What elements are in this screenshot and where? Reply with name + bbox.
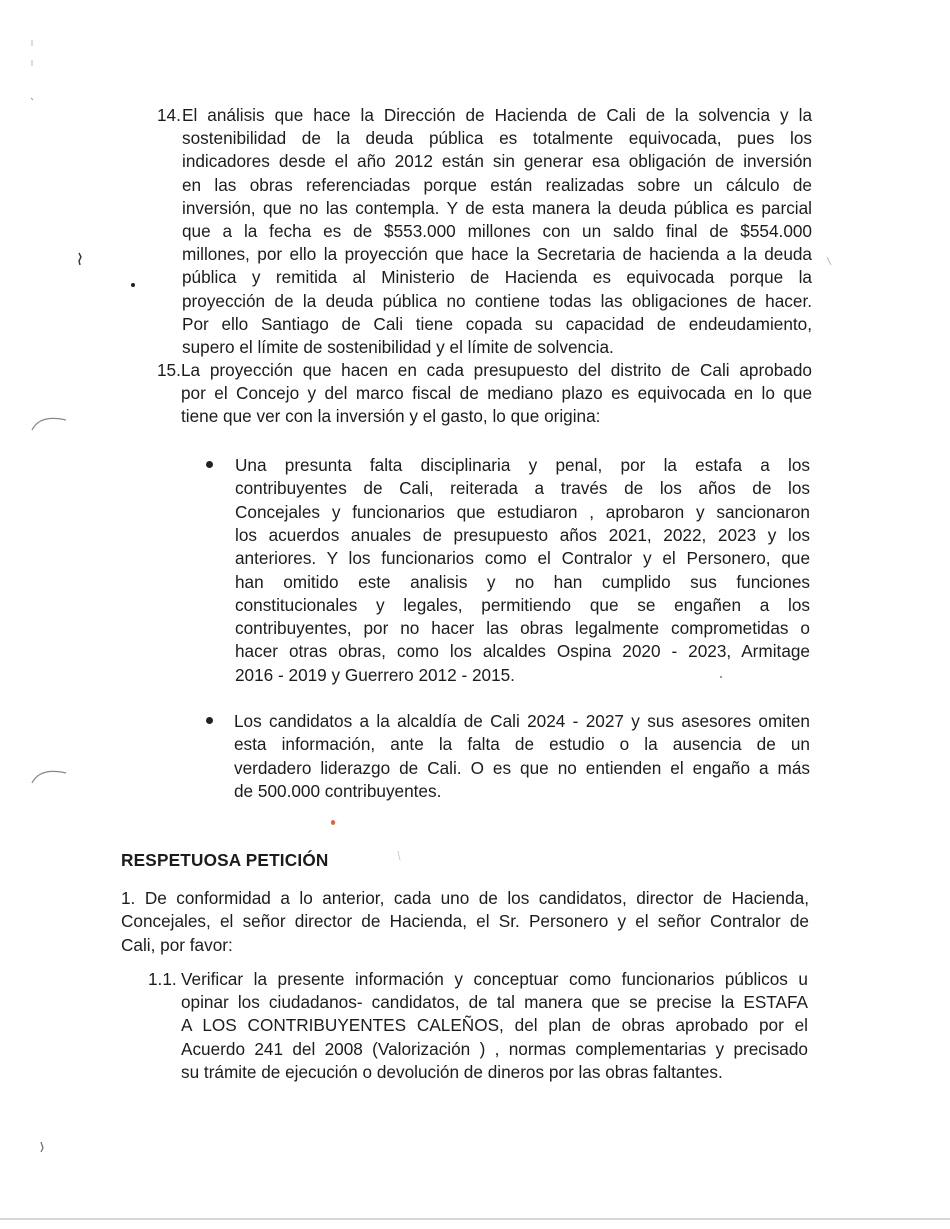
text-line: Concejales, el señor director de Hacienda, el Sr. Personero y el señor Contralor de [121, 911, 809, 932]
text-line: Los candidatos a la alcaldía de Cali 2024 - 2027 y sus asesores omiten [234, 711, 810, 731]
page-edge [0, 1218, 950, 1220]
text-line: Acuerdo 241 del 2008 (Valorización ) , normas complementarias y precisado [181, 1038, 808, 1059]
text-line: opinar los ciudadanos- candidatos, de tal manera que se precise la ESTAFA [181, 992, 808, 1013]
text-line: Por ello Santiago de Cali tiene copada su capacidad de endeudamiento, [182, 313, 812, 334]
bullet-dot [206, 461, 213, 468]
text-line: inversión, que no las contempla. Y de esta manera la deuda pública es parcial [182, 197, 812, 218]
scan-speck [396, 850, 404, 864]
text-line: millones, por ello la proyección que hace la Secretaria de hacienda a la deuda [182, 244, 812, 265]
text-line: verdadero liderazgo de Cali. O es que no entienden el engaño a más [234, 757, 810, 778]
text-line: hacer otras obras, como los alcaldes Ospina 2020 - 2023, Armitage [235, 641, 810, 662]
text-line: Una presunta falta disciplinaria y penal, por la estafa a los [235, 455, 810, 475]
scan-speck [76, 252, 84, 266]
scan-dot [131, 283, 135, 287]
text-line: por el Concejo y del marco fiscal de mediano plazo es equivocada en lo que [181, 383, 812, 404]
sub-item-number: 1.1. [148, 969, 177, 989]
text-line: Concejales y funcionarios que estudiaron , aprobaron y sancionaron [235, 501, 810, 522]
text-line: en las obras referenciadas porque están realizadas sobre un cálculo de [182, 174, 812, 195]
text-line: sostenibilidad de la deuda pública es totalmente equivocada, pues los [182, 128, 812, 149]
text-line: Verificar la presente información y conceptuar como funcionarios públicos u [181, 969, 808, 989]
text-line: contribuyentes de Cali, reiterada a través de los años de los [235, 478, 810, 499]
text-line: anteriores. Y los funcionarios como el Contralor y el Personero, que [235, 548, 810, 569]
text-line: de 500.000 contribuyentes. [234, 780, 442, 801]
punch-hole-arc [30, 412, 70, 432]
text-line: 1. De conformidad a lo anterior, cada uno de los candidatos, director de Hacienda, [121, 888, 809, 908]
text-line: han omitido este analisis y no han cumplido sus funciones [235, 571, 810, 592]
text-line: 2016 - 2019 y Guerrero 2012 - 2015. [235, 664, 515, 685]
text-line: pública y remitida al Ministerio de Hacienda es equivocada porque la [182, 267, 812, 288]
text-line: supero el límite de sostenibilidad y el límite de solvencia. [182, 337, 614, 357]
item-15-number: 15. [157, 360, 181, 380]
petition-heading: RESPETUOSA PETICIÓN [121, 850, 329, 870]
text-line: su trámite de ejecución o devolución de dineros por las obras faltantes. [181, 1061, 723, 1082]
scan-margin-marks [28, 36, 38, 106]
text-line: El análisis que hace la Dirección de Hacienda de Cali de la solvencia y la [182, 105, 812, 125]
text-line: que a la fecha es de $553.000 millones con un saldo final de $554.000 [182, 221, 812, 241]
scan-dot [720, 676, 722, 678]
text-line: A LOS CONTRIBUYENTES CALEÑOS, del plan de obras aprobado por el [181, 1015, 808, 1036]
scan-speck [38, 1140, 48, 1154]
text-line: los acuerdos anuales de presupuesto años 2021, 2022, 2023 y los [235, 524, 810, 545]
text-line: proyección de la deuda pública no contiene todas las obligaciones de hacer. [182, 290, 812, 311]
text-line: Cali, por favor: [121, 934, 233, 955]
text-line: indicadores desde el año 2012 están sin generar esa obligación de inversión [182, 151, 812, 172]
text-line: contribuyentes, por no hacer las obras legalmente comprometidas o [235, 618, 810, 639]
text-line: La proyección que hacen en cada presupuesto del distrito de Cali aprobado [181, 360, 812, 380]
bullet-dot [206, 717, 213, 724]
text-line: tiene que ver con la inversión y el gasto, lo que origina: [181, 406, 601, 427]
punch-hole-arc [30, 765, 70, 785]
text-line: constitucionales y legales, permitiendo que se engañen a los [235, 594, 810, 615]
scan-dot [331, 820, 335, 825]
text-line: esta información, ante la falta de estudio o la ausencia de un [234, 734, 810, 755]
scan-speck [826, 255, 834, 269]
item-14-number: 14. [157, 105, 181, 125]
